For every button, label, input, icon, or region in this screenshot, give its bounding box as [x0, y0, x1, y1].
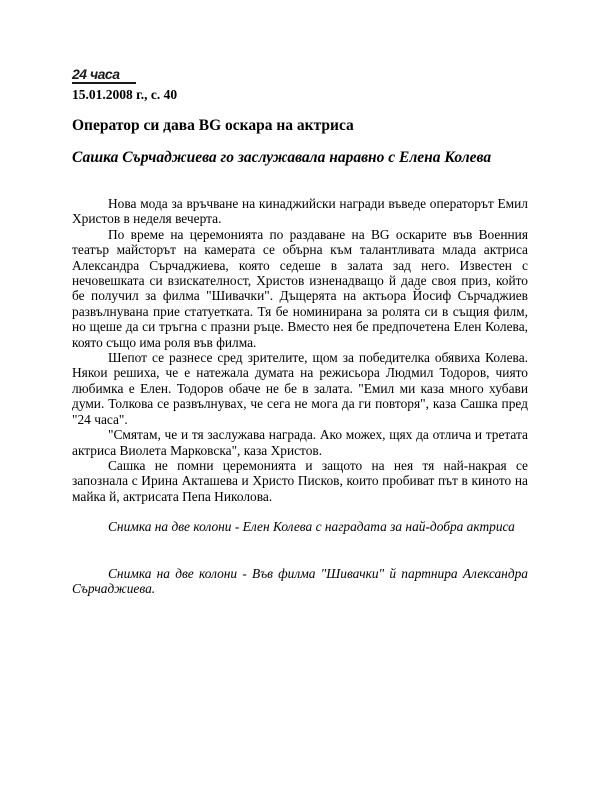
- newspaper-logo: [72, 66, 136, 86]
- logo-underline: [72, 82, 136, 84]
- logo-text: 24 часа: [72, 66, 120, 82]
- paragraph-3: Шепот се разнесе сред зрителите, щом за победителка обявиха Колева. Някои решиха, че е натежала думата на режисьора Людмил Тодоров, чиято любимка е Елен. Тодоров обаче не бе в залата. "Емил ми каза много хубави думи. Толкова се развълнувах, че сега не мога да ги повторя", каза Сашка пред "24 часа".: [72, 350, 528, 427]
- article-subheadline: Сашка Сърчаджиева го заслужавала наравно с Елена Колева: [72, 149, 492, 166]
- paragraph-5: Сашка не помни церемонията и защото на нея тя най-накрая се запознала с Ирина Акташева и Христо Писков, които пробиват път в киното на майка й, актрисата Пепа Николова.: [72, 457, 528, 504]
- article-body: [72, 196, 528, 504]
- photo-caption-1: Снимка на две колони - Елен Колева с наградата за най-добра актриса: [108, 519, 515, 534]
- paragraph-2: По време на церемонията по раздаване на BG оскарите във Военния театър майсторът на камерата се обърна към талантливата млада актриса Александра Сърчаджиева, която седеше в залата зад него. Известен с нечовешката си взискателност, Христов изненадващо й даде своя приз, който бе получил за филма "Шивачки". Дъщерята на актьора Йосиф Сърчаджиев развълнувана прие статуетката. Тя бе номинирана за ролята си в същия филм, но щеше да си тръгна с празни ръце. Вместо нея бе предпочетена Елен Колева, която също има роля във филма.: [72, 226, 528, 350]
- paragraph-4: "Смятам, че и тя заслужава награда. Ако можех, щях да отлича и третата актриса Виолета Марковска", каза Христов.: [72, 427, 528, 458]
- publication-date: 15.01.2008 г., с. 40: [72, 87, 178, 102]
- article-headline: Оператор си дава BG оскара на актриса: [72, 117, 354, 134]
- paragraph-1: Нова мода за връчване на кинаджийски награди въведе операторът Емил Христов в неделя вечерта.: [72, 196, 528, 227]
- photo-caption-2: Снимка на две колони - Във филма "Шивачки" й партнира Александра Сърчаджиева.: [72, 566, 528, 597]
